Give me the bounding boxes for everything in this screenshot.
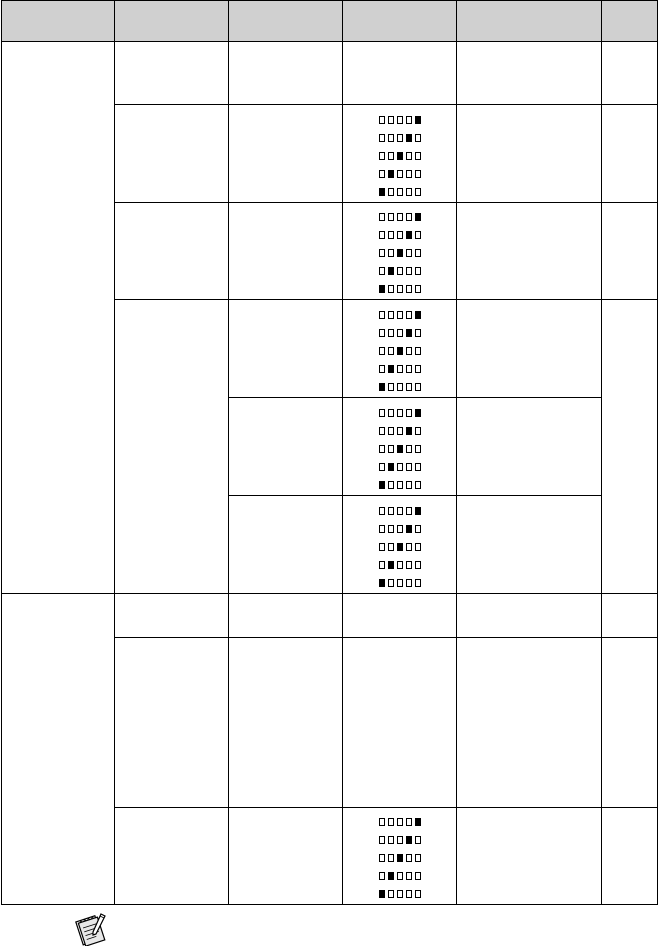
level-marker-filled — [415, 409, 421, 417]
level-marker-empty — [406, 383, 412, 391]
level-row-3 — [379, 151, 421, 161]
level-marker-filled — [388, 561, 394, 569]
level-scale-cell — [343, 398, 457, 496]
level-marker-filled — [406, 836, 412, 844]
level-marker-filled — [397, 249, 403, 257]
level-row-4 — [379, 426, 421, 436]
level-marker-empty — [397, 170, 403, 178]
level-marker-empty — [388, 818, 394, 826]
level-marker-empty — [397, 507, 403, 515]
level-marker-empty — [415, 579, 421, 587]
table-cell — [457, 42, 602, 105]
level-marker-empty — [397, 525, 403, 533]
level-row-3 — [379, 248, 421, 258]
level-scale — [379, 212, 421, 294]
level-marker-empty — [415, 427, 421, 435]
level-row-1 — [379, 889, 421, 899]
table-cell — [343, 42, 457, 105]
level-marker-empty — [397, 890, 403, 898]
level-marker-empty — [397, 818, 403, 826]
level-marker-empty — [388, 311, 394, 319]
header-cell-1 — [2, 1, 115, 42]
level-marker-empty — [406, 365, 412, 373]
level-marker-empty — [415, 285, 421, 293]
level-marker-empty — [379, 213, 385, 221]
level-marker-empty — [388, 579, 394, 587]
header-cell-6 — [602, 1, 658, 42]
level-marker-empty — [415, 543, 421, 551]
level-marker-filled — [397, 445, 403, 453]
level-marker-empty — [388, 409, 394, 417]
level-marker-empty — [397, 561, 403, 569]
level-row-4 — [379, 230, 421, 240]
table-cell — [229, 496, 343, 594]
table-cell — [229, 203, 343, 300]
level-marker-filled — [415, 311, 421, 319]
level-marker-filled — [406, 329, 412, 337]
level-marker-empty — [415, 365, 421, 373]
table-cell — [457, 594, 602, 638]
level-marker-empty — [397, 872, 403, 880]
level-marker-empty — [406, 543, 412, 551]
level-marker-empty — [415, 445, 421, 453]
level-row-5 — [379, 310, 421, 320]
table-cell — [457, 300, 602, 398]
table-cell — [602, 203, 658, 300]
level-marker-empty — [388, 134, 394, 142]
level-marker-filled — [406, 134, 412, 142]
level-marker-filled — [406, 525, 412, 533]
table-cell — [457, 638, 602, 808]
level-marker-empty — [388, 543, 394, 551]
level-marker-empty — [397, 329, 403, 337]
level-marker-empty — [415, 463, 421, 471]
level-marker-empty — [406, 285, 412, 293]
level-row-1 — [379, 578, 421, 588]
level-marker-filled — [397, 854, 403, 862]
level-marker-empty — [388, 249, 394, 257]
level-marker-filled — [379, 890, 385, 898]
level-marker-empty — [415, 249, 421, 257]
table-cell — [602, 638, 658, 808]
level-marker-filled — [388, 170, 394, 178]
level-marker-empty — [388, 231, 394, 239]
table-cell — [115, 638, 229, 808]
level-marker-empty — [397, 409, 403, 417]
level-row-5 — [379, 408, 421, 418]
level-marker-empty — [379, 872, 385, 880]
level-row-2 — [379, 560, 421, 570]
level-marker-empty — [379, 543, 385, 551]
table-cell — [115, 105, 229, 203]
level-marker-empty — [379, 427, 385, 435]
level-marker-filled — [397, 347, 403, 355]
note-pad-pencil-icon — [74, 910, 110, 946]
level-marker-empty — [415, 152, 421, 160]
level-marker-empty — [397, 116, 403, 124]
header-cell-3 — [229, 1, 343, 42]
level-row-4 — [379, 524, 421, 534]
table-cell — [229, 300, 343, 398]
level-marker-empty — [379, 347, 385, 355]
level-row-1 — [379, 284, 421, 294]
level-marker-empty — [388, 116, 394, 124]
level-scale — [379, 115, 421, 197]
level-marker-empty — [379, 409, 385, 417]
level-marker-empty — [397, 231, 403, 239]
table-cell — [457, 203, 602, 300]
level-row-3 — [379, 542, 421, 552]
table-cell — [343, 638, 457, 808]
table-cell — [229, 638, 343, 808]
level-marker-empty — [406, 188, 412, 196]
level-marker-filled — [397, 543, 403, 551]
level-row-3 — [379, 346, 421, 356]
level-marker-empty — [379, 311, 385, 319]
level-row-2 — [379, 364, 421, 374]
level-scale-cell — [343, 300, 457, 398]
level-scale-cell — [343, 203, 457, 300]
table-cell — [602, 808, 658, 905]
level-marker-empty — [388, 285, 394, 293]
table-cell — [229, 42, 343, 105]
level-scale — [379, 408, 421, 490]
level-marker-empty — [397, 383, 403, 391]
level-marker-empty — [379, 836, 385, 844]
level-marker-empty — [388, 329, 394, 337]
level-marker-empty — [415, 347, 421, 355]
level-marker-empty — [406, 267, 412, 275]
level-scale — [379, 817, 421, 899]
level-marker-filled — [388, 267, 394, 275]
level-marker-empty — [406, 152, 412, 160]
menu-settings-table — [1, 0, 658, 905]
level-row-4 — [379, 133, 421, 143]
level-marker-empty — [406, 213, 412, 221]
level-marker-empty — [406, 116, 412, 124]
header-cell-5 — [457, 1, 602, 42]
level-marker-empty — [406, 579, 412, 587]
level-marker-filled — [406, 231, 412, 239]
level-row-2 — [379, 462, 421, 472]
table-cell — [602, 300, 658, 594]
level-marker-empty — [415, 836, 421, 844]
table-cell — [343, 594, 457, 638]
level-marker-empty — [406, 872, 412, 880]
level-marker-empty — [379, 507, 385, 515]
table-cell — [457, 496, 602, 594]
level-row-5 — [379, 817, 421, 827]
level-row-5 — [379, 212, 421, 222]
level-marker-empty — [415, 329, 421, 337]
level-marker-empty — [406, 507, 412, 515]
table-cell — [115, 594, 229, 638]
level-marker-empty — [415, 267, 421, 275]
level-marker-empty — [415, 170, 421, 178]
level-marker-empty — [379, 152, 385, 160]
level-marker-empty — [415, 525, 421, 533]
level-row-2 — [379, 266, 421, 276]
level-marker-empty — [406, 347, 412, 355]
level-marker-filled — [379, 383, 385, 391]
level-row-1 — [379, 480, 421, 490]
table-cell — [115, 808, 229, 905]
level-marker-empty — [406, 481, 412, 489]
level-row-1 — [379, 382, 421, 392]
level-scale-cell — [343, 496, 457, 594]
table-cell — [457, 398, 602, 496]
table-cell — [457, 105, 602, 203]
level-marker-empty — [379, 463, 385, 471]
level-marker-empty — [415, 872, 421, 880]
level-scale — [379, 506, 421, 588]
level-row-3 — [379, 444, 421, 454]
level-scale-cell — [343, 105, 457, 203]
level-marker-empty — [379, 267, 385, 275]
level-row-4 — [379, 328, 421, 338]
level-marker-empty — [379, 445, 385, 453]
level-row-2 — [379, 871, 421, 881]
level-marker-filled — [415, 507, 421, 515]
level-marker-filled — [379, 188, 385, 196]
level-marker-filled — [388, 365, 394, 373]
level-marker-empty — [379, 525, 385, 533]
level-marker-empty — [379, 365, 385, 373]
level-marker-empty — [397, 365, 403, 373]
level-marker-empty — [406, 463, 412, 471]
level-marker-empty — [388, 347, 394, 355]
level-marker-filled — [397, 152, 403, 160]
level-marker-empty — [406, 409, 412, 417]
level-marker-filled — [406, 427, 412, 435]
header-cell-4 — [343, 1, 457, 42]
level-marker-empty — [379, 329, 385, 337]
level-marker-filled — [388, 872, 394, 880]
level-marker-empty — [415, 134, 421, 142]
level-marker-empty — [388, 152, 394, 160]
level-marker-empty — [397, 267, 403, 275]
level-marker-empty — [379, 818, 385, 826]
level-marker-empty — [397, 481, 403, 489]
level-marker-filled — [388, 463, 394, 471]
level-marker-empty — [388, 854, 394, 862]
level-marker-empty — [406, 170, 412, 178]
level-marker-filled — [415, 213, 421, 221]
level-marker-empty — [406, 249, 412, 257]
level-marker-empty — [379, 134, 385, 142]
level-marker-empty — [397, 285, 403, 293]
level-marker-empty — [406, 854, 412, 862]
level-marker-empty — [406, 311, 412, 319]
level-marker-empty — [388, 213, 394, 221]
table-row — [2, 594, 658, 638]
group-cell-1 — [2, 42, 115, 594]
level-marker-empty — [397, 427, 403, 435]
level-marker-empty — [388, 445, 394, 453]
level-marker-empty — [415, 231, 421, 239]
level-marker-filled — [415, 116, 421, 124]
level-marker-empty — [379, 231, 385, 239]
level-row-2 — [379, 169, 421, 179]
table-cell — [602, 42, 658, 105]
level-marker-empty — [406, 890, 412, 898]
level-marker-empty — [388, 525, 394, 533]
table-header-row — [2, 1, 658, 42]
table-cell — [229, 398, 343, 496]
level-marker-empty — [388, 836, 394, 844]
level-row-3 — [379, 853, 421, 863]
level-row-1 — [379, 187, 421, 197]
level-marker-filled — [379, 285, 385, 293]
level-marker-empty — [397, 188, 403, 196]
table-cell — [602, 594, 658, 638]
level-marker-empty — [379, 116, 385, 124]
level-marker-empty — [379, 854, 385, 862]
level-row-5 — [379, 115, 421, 125]
level-row-4 — [379, 835, 421, 845]
table-cell — [229, 808, 343, 905]
table-cell — [115, 42, 229, 105]
level-marker-empty — [406, 818, 412, 826]
level-marker-filled — [379, 579, 385, 587]
level-marker-empty — [397, 311, 403, 319]
level-marker-empty — [415, 854, 421, 862]
header-cell-2 — [115, 1, 229, 42]
level-marker-filled — [379, 481, 385, 489]
level-marker-empty — [388, 188, 394, 196]
level-marker-empty — [397, 836, 403, 844]
level-marker-empty — [388, 383, 394, 391]
table-row — [2, 42, 658, 105]
level-marker-empty — [415, 383, 421, 391]
level-marker-empty — [388, 507, 394, 515]
table-cell — [115, 203, 229, 300]
level-marker-empty — [415, 188, 421, 196]
level-marker-empty — [379, 249, 385, 257]
level-marker-empty — [415, 561, 421, 569]
level-marker-empty — [397, 213, 403, 221]
table-cell — [229, 594, 343, 638]
level-marker-empty — [415, 481, 421, 489]
level-marker-empty — [397, 134, 403, 142]
level-scale-cell — [343, 808, 457, 905]
level-marker-empty — [406, 445, 412, 453]
level-marker-empty — [397, 463, 403, 471]
level-scale — [379, 310, 421, 392]
table-cell — [115, 300, 229, 594]
level-marker-empty — [406, 561, 412, 569]
level-row-5 — [379, 506, 421, 516]
table-cell — [602, 105, 658, 203]
level-marker-empty — [379, 561, 385, 569]
level-marker-empty — [388, 427, 394, 435]
table-cell — [229, 105, 343, 203]
table-cell — [457, 808, 602, 905]
level-marker-empty — [388, 481, 394, 489]
level-marker-empty — [379, 170, 385, 178]
level-marker-empty — [388, 890, 394, 898]
group-cell-2 — [2, 594, 115, 905]
level-marker-empty — [397, 579, 403, 587]
level-marker-empty — [415, 890, 421, 898]
level-marker-filled — [415, 818, 421, 826]
